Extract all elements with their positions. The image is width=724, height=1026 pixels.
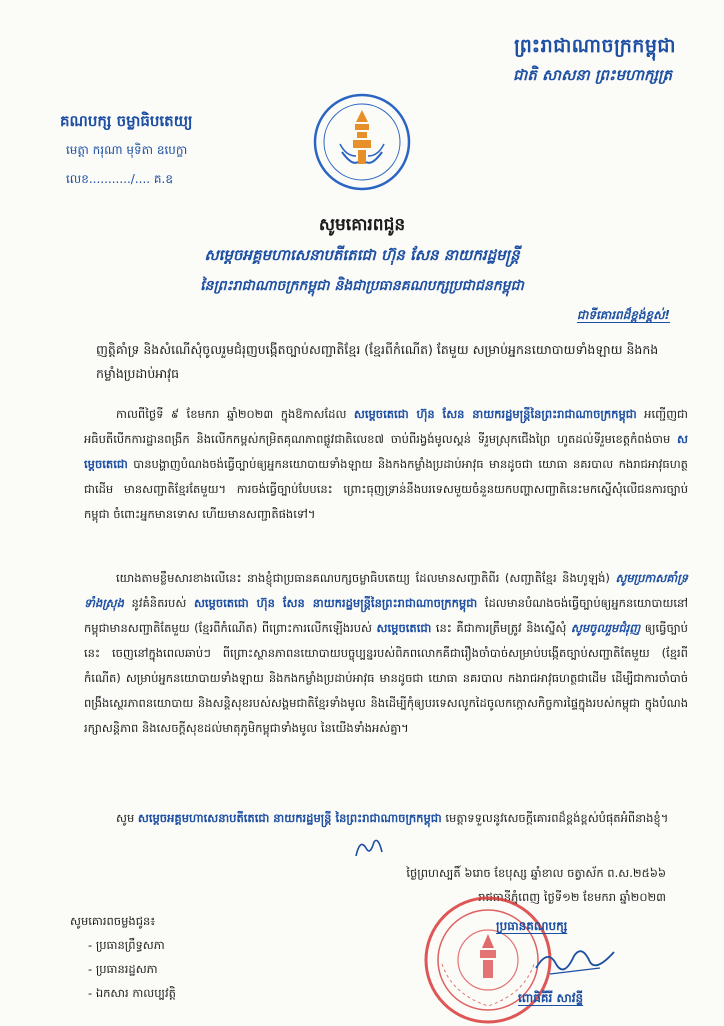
paragraph-2-part-h: សូមចូលរួមជំរុញ — [570, 621, 641, 635]
national-motto: ជាតិ សាសនា ព្រះមហាក្សត្រ — [513, 66, 672, 84]
paragraph-2-part-c: នូវគំនិតរបស់ — [123, 596, 194, 610]
paragraph-2 — [84, 566, 688, 741]
paragraph-2-part-i: ឲ្យធ្វើច្បាប់នេះ ចេញនៅក្នុងពេលឆាប់ៗ ពីព្រោះស្ថានភាពនយោបាយបច្ចុប្បន្នរបស់ពិភពលោកគឺជារឿងចាំបាច់សម្រាប់បង្កើតច្បាប់សញ្ជាតិតែមួយ (ខ្មែរពីកំណើត) សម្រាប់អ្នកនយោបាយទាំងឡាយ និងកងកម្លាំងប្រដាប់អាវុធ មានដូចជា យោធា នគរបាល កងរាជអាវុធហត្ថជាដើម ដើម្បីជាការចាំបាច់ពង្រឹងស្ថេរភាពនយោបាយ និងសន្តិសុខរបស់សង្គមជាតិខ្មែរទាំងមូល និងដើម្បីកុំឲ្យបរទេសលូកដៃចូលកក្កោសកិច្ចការផ្ទៃក្នុងរបស់កម្ពុជា ក្នុងបំណងរក្សាសន្តិភាព និងសេចក្តីសុខដល់មាតុភូមិកម្ពុជាទាំងមូល នៃយើងទាំងអស់គ្នា។ — [84, 621, 688, 735]
party-seal-logo-icon — [312, 92, 412, 192]
cc-item: - ឯកសារ កាលប្បវត្តិ — [88, 986, 176, 1000]
salutation: សូមគោរពជូន — [318, 215, 406, 235]
signer-name: ពោធិគីរី សាវន្ទី — [518, 991, 584, 1005]
signer-title: ប្រធានគណបក្ស — [496, 919, 568, 933]
party-name: គណបក្ស ចម្លាធិបតេយ្យ — [60, 112, 193, 130]
cc-label: សូមគោរពចម្លងជូន៖ — [70, 914, 156, 928]
cc-item: - ប្រធានព្រឹទ្ធសភា — [88, 938, 165, 952]
cc-item: - ប្រធានរដ្ឋសភា — [88, 962, 158, 976]
initials-mark-icon — [352, 834, 386, 864]
cc-item-text: ឯកសារ កាលប្បវត្តិ — [95, 986, 176, 1000]
paragraph-2-part-f: សម្តេចតេជោ — [376, 621, 432, 635]
subject: ញត្តិគាំទ្រ និងសំណើសុំចូលរួមជំរុញបង្កើតច្បាប់សញ្ជាតិខ្មែរ (ខ្មែរពីកំណើត) តែមួយ សម្រាប់អ្នកនយោបាយទាំងឡាយ និងកងកម្លាំងប្រដាប់អាវុធ — [96, 342, 659, 381]
reference-number: លេខ.........../.... គ.ឧ — [66, 172, 173, 186]
paragraph-1-part-a: កាលពីថ្ងៃទី ៩ ខែមករា ឆ្នាំ២០២៣ ក្នុងឱកាសដែល — [116, 407, 354, 421]
paragraph-1-part-c: អញ្ជើញជាអធិបតីបើកការដ្ឋានពង្រីក និងលើកកម្ពស់កម្រិតគុណភាពផ្លូវជាតិលេខ៧ ចាប់ពីរង្វង់មូលស្គន់ ទីរួមស្រុកជើងព្រៃ ហូតដល់ទីរួមខេត្តកំពង់ចាម — [84, 407, 688, 446]
paragraph-2-part-b: សូមប្រកាសគាំទ្រទាំងស្រុង — [84, 571, 688, 610]
signature-scribble-icon — [530, 938, 620, 984]
lunar-date: ថ្ងៃព្រហស្បតិ៍ ៦រោច ខែបុស្ស ឆ្នាំខាល ចត្វាស័ក ព.ស.២៥៦៦ — [406, 866, 666, 880]
paragraph-2-part-d: សម្តេចតេជោ ហ៊ុន សែន នាយករដ្ឋមន្ត្រីនៃព្រះរាជាណាចក្រកម្ពុជា — [193, 596, 478, 610]
honorific: ជាទីគោរពដ៏ខ្ពង់ខ្ពស់! — [576, 308, 670, 322]
paragraph-1-part-d: សម្តេចតេជោ — [84, 432, 688, 471]
kingdom-title: ព្រះរាជាណាចក្រកម្ពុជា — [514, 35, 676, 57]
party-slogan: មេត្តា ករុណា មុទិតា ឧបេក្ខា — [66, 143, 188, 157]
paragraph-2-part-e: ដែលមានបំណងចង់ធ្វើច្បាប់ឲ្យអ្នកនយោបាយនៅកម្ពុជាមានសញ្ជាតិតែមួយ (ខ្មែរពីកំណើត) ពីព្រោះការលើកឡើងរបស់ — [84, 596, 689, 635]
cc-item-text: ប្រធានរដ្ឋសភា — [95, 962, 158, 976]
paragraph-3-part-c: មេត្តាទទួលនូវសេចក្តីគោរពដ៏ខ្ពង់ខ្ពស់បំផុតអំពីនាងខ្ញុំ។ — [441, 811, 669, 825]
paragraph-2-part-a: យោងតាមខ្លឹមសារខាងលើនេះ នាងខ្ញុំជាប្រធានគណបក្សចម្លាធិបតេយ្យ ដែលមានសញ្ជាតិពីរ (សញ្ជាតិខ្មែរ និងហូឡង់) — [116, 571, 616, 585]
paragraph-3 — [84, 806, 688, 831]
cc-item-text: ប្រធានព្រឹទ្ធសភា — [95, 938, 165, 952]
addressee-line-2: នៃព្រះរាជាណាចក្រកម្ពុជា និងជាប្រធានគណបក្សប្រជាជនកម្ពុជា — [200, 278, 524, 294]
paragraph-2-part-g: នេះ គឺជាការត្រឹមត្រូវ និងស្នើសុំ — [431, 621, 571, 635]
solar-date: រាជធានីភ្នំពេញ ថ្ងៃទី១២ ខែមករា ឆ្នាំ២០២៣ — [478, 890, 666, 904]
paragraph-1-part-e: បានបង្ហាញបំណងចង់ធ្វើច្បាប់ឲ្យអ្នកនយោបាយទាំងឡាយ និងកងកម្លាំងប្រដាប់អាវុធ មានដូចជា យោធា នគរបាល កងរាជអាវុធហត្ថជាដើម មានសញ្ជាតិខ្មែរតែមួយ។ ការចង់ធ្វើច្បាប់បែបនេះ ព្រោះធុញទ្រាន់នឹងបរទេសមួយចំនួនយកបញ្ហាសញ្ជាតិនេះមកស្នើសុំលើជនការច្បាប់កម្ពុជា ចំពោះអ្នកមានទោស ហើយមានសញ្ជាតិផងទៅ។ — [84, 457, 688, 521]
paragraph-1 — [84, 402, 688, 527]
paragraph-1-part-b: សម្តេចតេជោ ហ៊ុន សែន នាយករដ្ឋមន្ត្រីនៃព្រះរាជាណាចក្រកម្ពុជា — [353, 407, 637, 421]
paragraph-3-part-b: សម្តេចអគ្គមហាសេនាបតីតេជោ នាយករដ្ឋមន្ត្រី នៃព្រះរាជាណាចក្រកម្ពុជា — [137, 811, 442, 825]
paragraph-3-part-a: សូម — [116, 811, 138, 825]
addressee-line-1: សម្តេចអគ្គមហាសេនាបតីតេជោ ហ៊ុន សែន នាយករដ្ឋមន្ត្រី — [204, 246, 520, 264]
